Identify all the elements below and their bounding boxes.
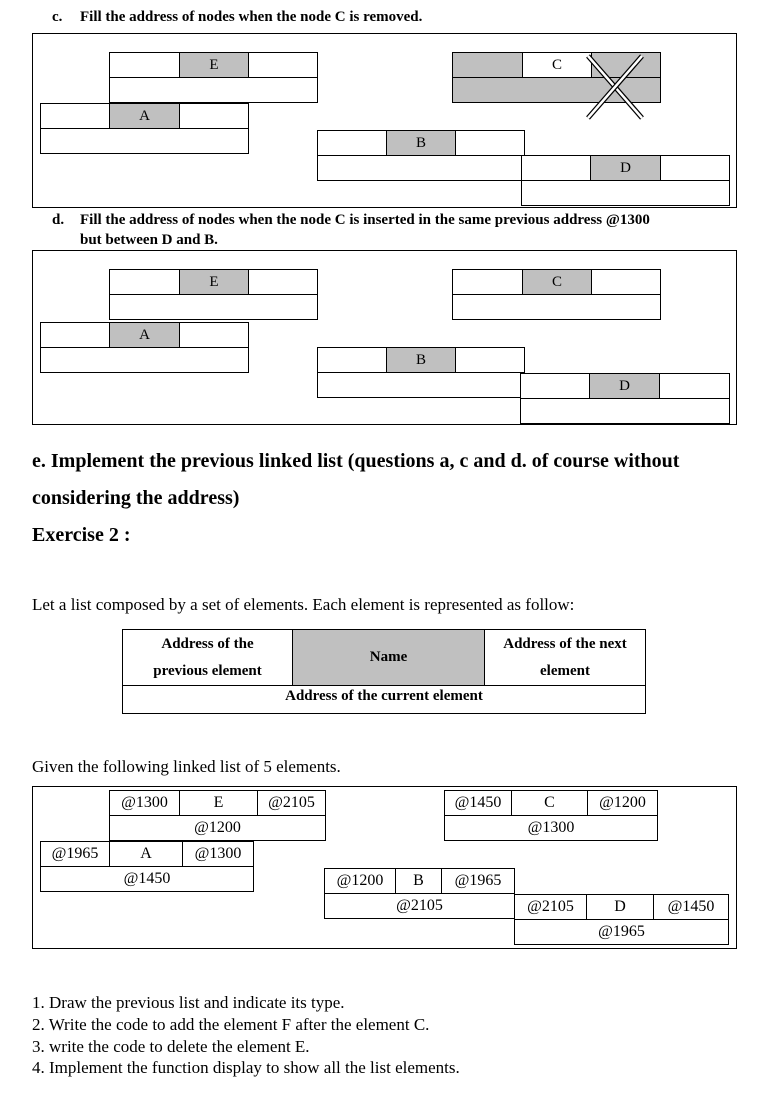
node-b-next-cell[interactable] bbox=[455, 130, 525, 156]
node-b-prev-cell[interactable] bbox=[317, 130, 387, 156]
list-node-e-next: @2105 bbox=[257, 790, 326, 816]
node-e-addr-cell[interactable] bbox=[109, 294, 318, 320]
node-c-addr-cell[interactable] bbox=[452, 294, 661, 320]
node-a-addr-cell[interactable] bbox=[40, 347, 249, 373]
legend-current-cell: Address of the current element bbox=[122, 685, 646, 714]
node-d-name-cell: D bbox=[590, 155, 661, 181]
question-2: 2. Write the code to add the element F after the element C. bbox=[32, 1015, 430, 1034]
node-a-next-cell[interactable] bbox=[179, 103, 249, 129]
section-d-title-line1: Fill the address of nodes when the node C is inserted in the same previous address @1300 bbox=[80, 212, 650, 228]
node-e-name-cell: E bbox=[179, 52, 249, 78]
section-c-diagram bbox=[32, 33, 737, 208]
list-node-c-name: C bbox=[511, 790, 588, 816]
node-a-name-cell: A bbox=[109, 322, 180, 348]
list-node-a-name: A bbox=[109, 841, 183, 867]
section-d-title-line2: but between D and B. bbox=[80, 232, 218, 248]
node-b-name-cell: B bbox=[386, 130, 456, 156]
node-e-addr-cell[interactable] bbox=[109, 77, 318, 103]
node-a-addr-cell[interactable] bbox=[40, 128, 249, 154]
node-d-addr-cell[interactable] bbox=[520, 398, 730, 424]
node-d-name-cell: D bbox=[589, 373, 660, 399]
node-a-prev-cell[interactable] bbox=[40, 103, 110, 129]
legend-next-line2: element bbox=[540, 662, 590, 679]
node-b-addr-cell[interactable] bbox=[317, 372, 525, 398]
list-node-c-prev: @1450 bbox=[444, 790, 512, 816]
legend-prev-cell bbox=[122, 629, 293, 686]
list-node-a-prev: @1965 bbox=[40, 841, 110, 867]
list-node-d-name: D bbox=[586, 894, 654, 920]
node-d-prev-cell[interactable] bbox=[521, 155, 591, 181]
list-node-a-next: @1300 bbox=[182, 841, 254, 867]
list-node-e-addr: @1200 bbox=[109, 815, 326, 841]
node-c-prev-cell[interactable] bbox=[452, 269, 523, 295]
legend-next-line1: Address of the next bbox=[503, 635, 627, 652]
node-e-prev-cell[interactable] bbox=[109, 269, 180, 295]
section-c-label: c. bbox=[52, 9, 63, 25]
legend-name-cell: Name bbox=[292, 629, 485, 686]
section-e-line1: e. Implement the previous linked list (questions a, c and d. of course without bbox=[32, 450, 680, 472]
given-list-text: Given the following linked list of 5 elements. bbox=[32, 757, 341, 776]
exercise2-intro: Let a list composed by a set of elements. Each element is represented as follow: bbox=[32, 595, 575, 614]
node-b-name-cell: B bbox=[386, 347, 456, 373]
list-node-d-next: @1450 bbox=[653, 894, 729, 920]
node-e-next-cell[interactable] bbox=[248, 52, 318, 78]
given-list-diagram bbox=[32, 786, 737, 949]
list-node-d-addr: @1965 bbox=[514, 919, 729, 945]
section-c-title: Fill the address of nodes when the node C is removed. bbox=[80, 9, 423, 25]
node-d-addr-cell[interactable] bbox=[521, 180, 730, 206]
node-c-next-cell[interactable] bbox=[591, 269, 661, 295]
element-legend bbox=[122, 629, 646, 714]
list-node-e-name: E bbox=[179, 790, 258, 816]
node-e-name-cell: E bbox=[179, 269, 249, 295]
node-b-addr-cell[interactable] bbox=[317, 155, 525, 181]
node-e-next-cell[interactable] bbox=[248, 269, 318, 295]
list-node-b-next: @1965 bbox=[441, 868, 515, 894]
section-e-line2: considering the address) bbox=[32, 487, 240, 509]
list-node-d-prev: @2105 bbox=[514, 894, 587, 920]
node-a-next-cell[interactable] bbox=[179, 322, 249, 348]
list-node-b-name: B bbox=[395, 868, 442, 894]
node-d-next-cell[interactable] bbox=[660, 155, 730, 181]
list-node-b-addr: @2105 bbox=[324, 893, 515, 919]
node-a-prev-cell[interactable] bbox=[40, 322, 110, 348]
node-c-name-cell: C bbox=[522, 269, 592, 295]
legend-prev-line2: previous element bbox=[153, 662, 262, 679]
question-1: 1. Draw the previous list and indicate its type. bbox=[32, 993, 345, 1012]
question-3: 3. write the code to delete the element E. bbox=[32, 1037, 310, 1056]
node-a-name-cell: A bbox=[109, 103, 180, 129]
cross-mark-icon bbox=[582, 52, 662, 124]
section-d-label: d. bbox=[52, 212, 65, 228]
node-d-next-cell[interactable] bbox=[659, 373, 730, 399]
node-c-name-cell: C bbox=[522, 52, 592, 78]
node-b-prev-cell[interactable] bbox=[317, 347, 387, 373]
legend-prev-line1: Address of the bbox=[161, 635, 254, 652]
exercise2-title: Exercise 2 : bbox=[32, 524, 131, 546]
question-4: 4. Implement the function display to show all the list elements. bbox=[32, 1058, 460, 1077]
list-node-c-next: @1200 bbox=[587, 790, 658, 816]
list-node-e-prev: @1300 bbox=[109, 790, 180, 816]
legend-next-cell bbox=[484, 629, 646, 686]
list-node-a-addr: @1450 bbox=[40, 866, 254, 892]
node-c-prev-cell bbox=[452, 52, 523, 78]
list-node-b-prev: @1200 bbox=[324, 868, 396, 894]
list-node-c-addr: @1300 bbox=[444, 815, 658, 841]
node-b-next-cell[interactable] bbox=[455, 347, 525, 373]
section-d-diagram bbox=[32, 250, 737, 425]
node-e-prev-cell[interactable] bbox=[109, 52, 180, 78]
node-d-prev-cell[interactable] bbox=[520, 373, 590, 399]
